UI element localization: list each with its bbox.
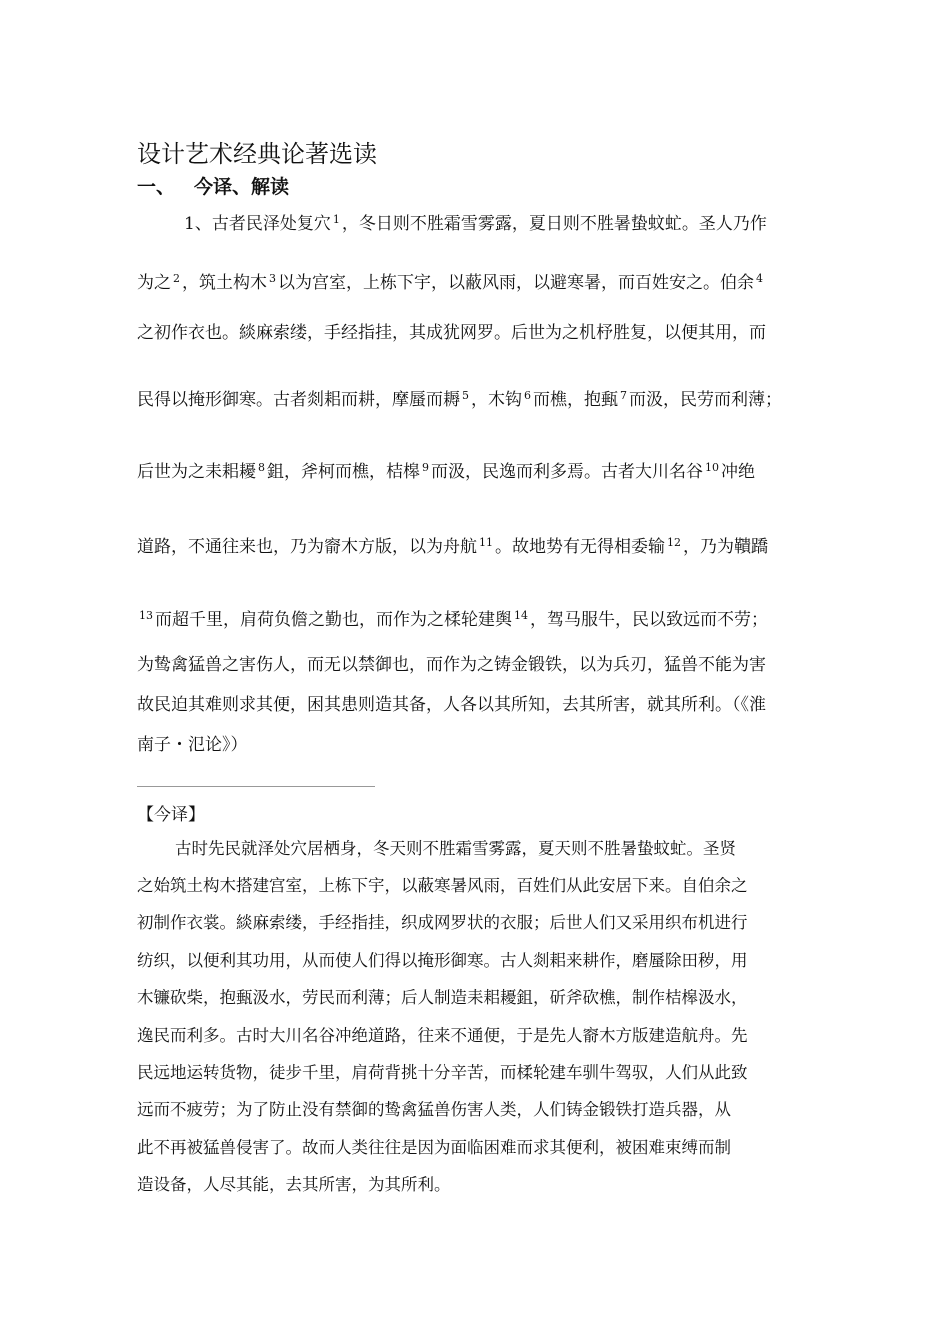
original-text-span: 。故地势有无得相委输 — [495, 537, 665, 557]
translation-line: 纺织，以便利其功用，从而使人们得以掩形御寒。古人剡耜来耕作，磨蜃除田秽，用 — [137, 951, 748, 970]
original-line — [137, 610, 768, 629]
original-line — [137, 273, 765, 292]
section-title: 今译、解读 — [194, 176, 290, 198]
document-title: 设计艺术经典论著选读 — [137, 140, 377, 168]
footnote-marker[interactable]: 2 — [173, 272, 180, 285]
original-text-span: 而樵，抱甀 — [533, 390, 618, 410]
original-text-span: 为鸷禽猛兽之害伤人，而无以禁御也，而作为之铸金锻铁，以为兵刃，猛兽不能为害 — [137, 655, 766, 675]
footnote-marker[interactable]: 14 — [514, 609, 528, 622]
original-line — [137, 462, 755, 481]
original-text-span: 民得以掩形御寒。古者剡耜而耕，摩蜃而耨 — [137, 390, 460, 410]
divider — [137, 786, 375, 787]
original-line — [137, 657, 766, 674]
original-line — [137, 390, 782, 409]
original-line — [137, 537, 768, 556]
footnote-marker[interactable]: 5 — [462, 389, 469, 402]
original-text-span: 之初作衣也。緂麻索缕，手经指挂，其成犹网罗。后世为之机杼胜复，以便其用，而 — [137, 323, 766, 343]
translation-line: 逸民而利多。古时大川名谷冲绝道路，往来不通便，于是先人窬木方版建造航舟。先 — [137, 1026, 748, 1045]
footnote-marker[interactable]: 12 — [667, 536, 681, 549]
footnote-marker[interactable]: 3 — [269, 272, 276, 285]
original-text-span: 鉏，斧柯而樵，桔槔 — [267, 462, 420, 482]
original-line — [137, 737, 248, 754]
original-line — [137, 697, 766, 714]
footnote-marker[interactable]: 7 — [620, 389, 627, 402]
footnote-marker[interactable]: 6 — [524, 389, 531, 402]
original-text-span: 而汲，民劳而利薄； — [629, 390, 782, 410]
translation-line: 此不再被猛兽侵害了。故而人类往往是因为面临困难而求其便利，被困难束缚而制 — [137, 1138, 731, 1157]
footnote-marker[interactable]: 9 — [422, 461, 429, 474]
original-text-span: ，筑土构木 — [182, 273, 267, 293]
footnote-marker[interactable]: 1 — [332, 213, 340, 226]
translation-line: 初制作衣裳。緂麻索缕，手经指挂，织成网罗状的衣服；后世人们又采用织布机进行 — [137, 913, 748, 932]
section-heading — [137, 172, 289, 199]
original-text-span: 冲绝 — [721, 462, 755, 482]
translation-line: 木镰砍柴，抱甀汲水，劳民而利薄；后人制造耒耜耰鉏，斫斧砍樵，制作桔槔汲水， — [137, 988, 748, 1007]
original-line — [184, 214, 767, 233]
original-text-span: 以为宫室，上栋下宇，以蔽风雨，以避寒暑，而百姓安之。伯余 — [278, 273, 754, 293]
footnote-marker[interactable]: 13 — [139, 609, 153, 622]
translation-line: 民远地运转货物，徒步千里，肩荷背挑十分辛苦，而楺轮建车驯牛驾驭，人们从此致 — [137, 1063, 748, 1082]
original-text-span: 故民迫其难则求其便，困其患则造其备，人各以其所知，去其所害，就其所利。（《淮 — [137, 695, 766, 715]
translation-label: 【今译】 — [137, 805, 205, 825]
translation-line: 之始筑土构木搭建宫室，上栋下宇，以蔽寒暑风雨，百姓们从此安居下来。自伯余之 — [137, 876, 748, 895]
original-text-span: 而超千里，肩荷负儋之勤也，而作为之楺轮建舆 — [155, 610, 512, 630]
original-text-span: 南子・氾论》） — [137, 735, 248, 755]
original-text-span: ，冬日则不胜霜雪雾露，夏日则不胜暑蛰蚊虻。圣人乃作 — [341, 214, 767, 234]
original-text-span: 道路，不通往来也，乃为窬木方版，以为舟航 — [137, 537, 477, 557]
translation-line: 古时先民就泽处穴居栖身，冬天则不胜霜雪雾露，夏天则不胜暑蛰蚊虻。圣贤 — [175, 839, 736, 858]
original-text-span: 后世为之耒耜耰 — [137, 462, 256, 482]
original-text-span: 为之 — [137, 273, 171, 293]
original-line — [137, 325, 766, 342]
original-text-span: 1、古者民泽处复穴 — [184, 214, 331, 234]
translation-line: 远而不疲劳；为了防止没有禁御的鸷禽猛兽伤害人类，人们铸金锻铁打造兵器，从 — [137, 1100, 731, 1119]
footnote-marker[interactable]: 10 — [705, 461, 719, 474]
translation-line: 造设备，人尽其能，去其所害，为其所利。 — [137, 1175, 451, 1194]
footnote-marker[interactable]: 8 — [258, 461, 265, 474]
original-text-span: ，乃为鞼蹻 — [683, 537, 768, 557]
section-number: 一、 — [137, 176, 176, 198]
original-text-span: 而汲，民逸而利多焉。古者大川名谷 — [431, 462, 703, 482]
footnote-marker[interactable]: 11 — [479, 536, 493, 549]
original-text-span: ，驾马服牛，民以致远而不劳； — [530, 610, 768, 630]
footnote-marker[interactable]: 4 — [756, 272, 763, 285]
original-text-span: ，木钩 — [471, 390, 522, 410]
